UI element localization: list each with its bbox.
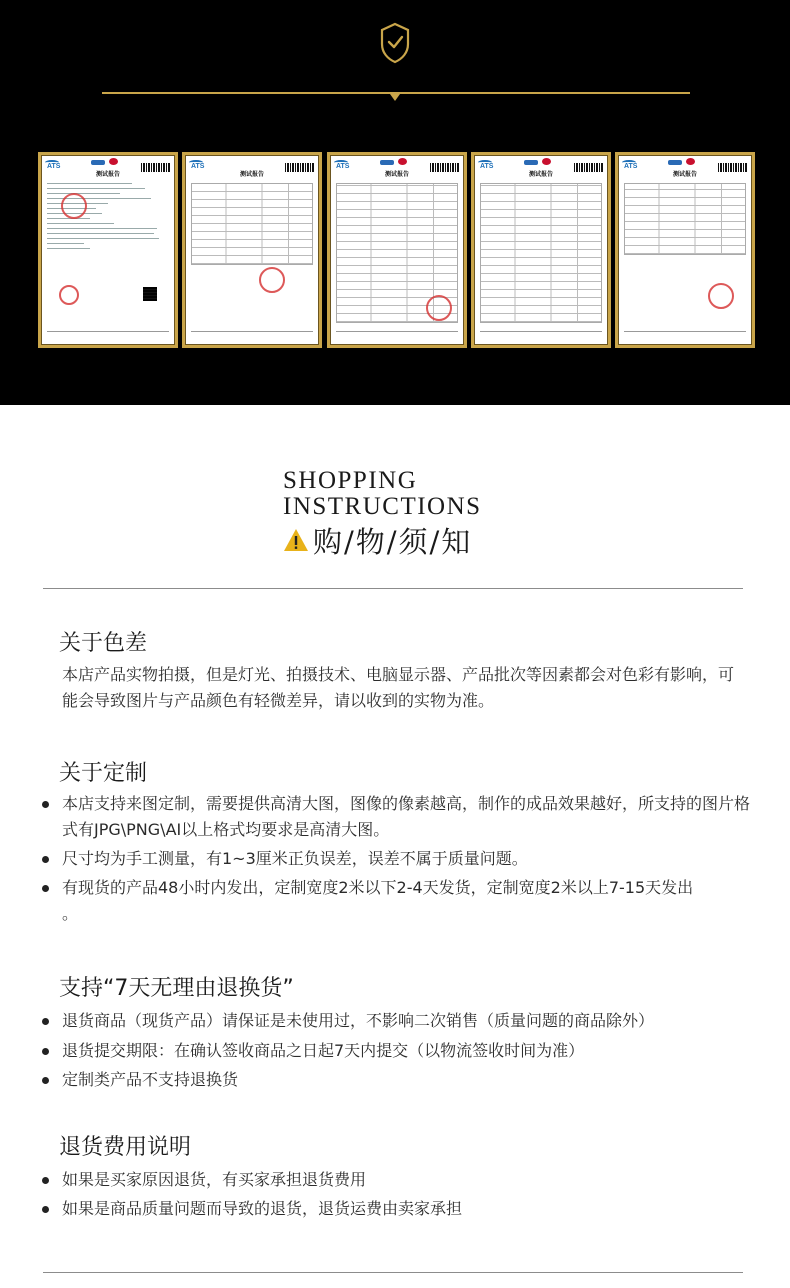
certificate-banner — [0, 0, 790, 405]
list-item — [42, 875, 702, 927]
report-logo: ATS — [336, 163, 350, 170]
list-item — [42, 1067, 762, 1093]
custom-item-1: 本店支持来图定制，需要提供高清大图，图像的像素越高，制作的成品效果越好，所支持的图片格式有JPG\PNG\AI以上格式均要求是高清大图。 — [62, 794, 751, 839]
list-item — [42, 1038, 762, 1064]
report-title: 测试报告 — [384, 171, 409, 178]
fees-item-1: 如果是买家原因退货，有买家承担退货费用 — [62, 1170, 367, 1189]
section-title-returns: 支持“7天无理由退换货” — [59, 976, 294, 1001]
color-difference-text: 本店产品实物拍摄，但是灯光、拍摄技术、电脑显示器、产品批次等因素都会对色彩有影响，可能会导致图片与产品颜色有轻微差异，请以收到的实物为准。 — [62, 665, 735, 710]
report-logo: ATS — [624, 163, 638, 170]
custom-item-3: 有现货的产品48小时内发出，定制宽度2米以下2-4天发货，定制宽度2米以上7-15天发出 。 — [62, 878, 694, 923]
test-report-4[interactable] — [471, 152, 611, 348]
seal-stamp — [61, 193, 87, 219]
section-title-custom: 关于定制 — [59, 761, 148, 786]
report-logo: ATS — [47, 163, 61, 170]
divider-bottom — [43, 1272, 743, 1273]
seal-stamp — [708, 283, 734, 309]
list-item — [42, 1167, 762, 1193]
heading-chinese — [283, 520, 472, 560]
bullet-icon — [42, 1206, 49, 1213]
report-title: 测试报告 — [239, 171, 264, 178]
report-title: 测试报告 — [528, 171, 553, 178]
report-title: 测试报告 — [95, 171, 120, 178]
test-report-2[interactable] — [182, 152, 322, 348]
bullet-icon — [42, 1048, 49, 1055]
returns-item-2: 退货提交期限：在确认签收商品之日起7天内提交（以物流签收时间为准） — [62, 1041, 585, 1060]
heading-chinese-text: 购/物/须/知 — [313, 524, 473, 559]
test-report-5[interactable] — [615, 152, 755, 348]
warning-icon — [283, 528, 309, 552]
bullet-icon — [42, 1077, 49, 1084]
list-item — [42, 1196, 762, 1222]
returns-item-1: 退货商品（现货产品）请保证是未使用过，不影响二次销售（质量问题的商品除外） — [62, 1011, 655, 1030]
seal-stamp — [59, 285, 79, 305]
list-item — [42, 1008, 762, 1034]
returns-item-3: 定制类产品不支持退换货 — [62, 1070, 239, 1089]
report-logo: ATS — [480, 163, 494, 170]
list-item — [42, 846, 762, 872]
bullet-icon — [42, 801, 49, 808]
fees-item-2: 如果是商品质量问题而导致的退货，退货运费由卖家承担 — [62, 1199, 463, 1218]
section-title-fees: 退货费用说明 — [59, 1135, 192, 1160]
qr-code — [143, 287, 157, 301]
divider-marker — [390, 94, 400, 101]
divider-top — [43, 588, 743, 589]
list-item — [42, 791, 762, 843]
results-table — [191, 183, 313, 265]
report-title: 测试报告 — [672, 171, 697, 178]
bullet-icon — [42, 1018, 49, 1025]
section-title-color-difference: 关于色差 — [59, 631, 148, 656]
custom-item-2: 尺寸均为手工测量，有1~3厘米正负误差，误差不属于质量问题。 — [62, 849, 528, 868]
seal-stamp — [259, 267, 285, 293]
bullet-icon — [42, 885, 49, 892]
report-logo: ATS — [191, 163, 205, 170]
results-table — [624, 183, 746, 255]
shield-check-icon — [379, 22, 411, 64]
seal-stamp — [426, 295, 452, 321]
heading-english — [283, 468, 523, 520]
bullet-icon — [42, 1177, 49, 1184]
heading-english-line2: INSTRUCTIONS — [283, 493, 482, 520]
results-table — [480, 183, 602, 323]
test-report-1[interactable] — [38, 152, 178, 348]
test-report-3[interactable] — [327, 152, 467, 348]
heading-english-line1: SHOPPING — [283, 467, 418, 494]
bullet-icon — [42, 856, 49, 863]
